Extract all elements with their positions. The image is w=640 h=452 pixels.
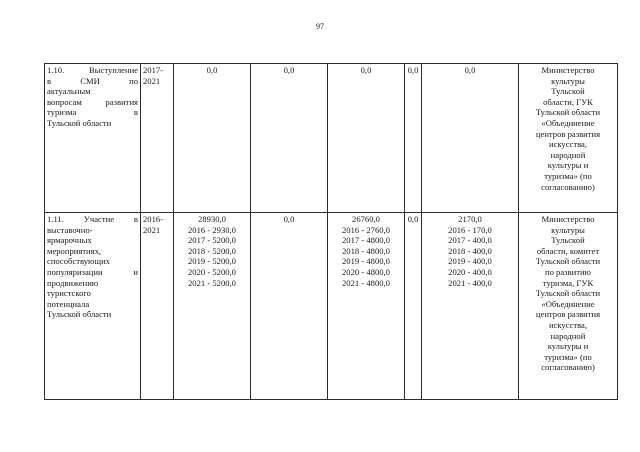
cell-text-line: области, комитет <box>536 245 600 256</box>
cell-text-line: способствующих <box>47 256 110 267</box>
cell-text-line: туризма в <box>47 107 138 118</box>
cell-text-line: 2017 - 5200,0 <box>188 235 236 246</box>
total-funding-cell <box>174 64 251 213</box>
cell-text-line: 2021 - 4800,0 <box>342 277 390 288</box>
cell-text-line: 0,0 <box>283 214 295 224</box>
cell-text-line: 2016 - 2760,0 <box>342 224 390 235</box>
cell-text-line: 28930,0 <box>198 214 226 224</box>
cell-text-line: 2018 - 400,0 <box>448 245 492 256</box>
activities-table <box>44 63 618 400</box>
cell-text-line: туризма» (по <box>544 351 592 362</box>
cell-text-line: Тульской <box>551 86 585 97</box>
cell-text-line: продвижению <box>47 277 99 288</box>
cell-text-line: вопросам развития <box>47 96 138 107</box>
regional-funding-cell <box>328 213 405 400</box>
table-row <box>45 64 618 213</box>
cell-text-line: 2021 <box>143 224 161 235</box>
cell-text-line: Тульской области <box>47 309 112 320</box>
cell-text-line: Тульской области <box>535 107 601 118</box>
cell-text-line: 1.10. Выступление <box>47 65 138 75</box>
activity-name-cell <box>45 64 141 213</box>
cell-text-line: туризма» (по <box>544 170 592 181</box>
cell-text-line: области, ГУК <box>543 96 593 107</box>
cell-text-line: туризма, ГУК <box>542 277 594 288</box>
federal-funding-cell <box>251 64 328 213</box>
cell-text-line: 2016 - 2930,0 <box>188 224 236 235</box>
cell-text-line: потенциала <box>47 298 90 309</box>
cell-text-line: согласованию) <box>541 362 595 373</box>
cell-text-line: 2021 - 5200,0 <box>188 277 236 288</box>
cell-text-line: Министерство <box>541 214 595 224</box>
cell-text-line: искусства, <box>548 319 588 330</box>
cell-text-line: 2018 - 4800,0 <box>342 245 390 256</box>
cell-text-line: выставочно- <box>47 224 93 235</box>
period-cell <box>141 64 174 213</box>
cell-text-line: по развитию <box>545 266 591 277</box>
cell-text-line: народной <box>550 330 586 341</box>
cell-text-line: центров развития <box>535 128 601 139</box>
responsible-cell <box>519 64 618 213</box>
cell-text-line: искусства, <box>548 139 588 150</box>
cell-text-line: туристского <box>47 288 91 299</box>
cell-text-line: культуры и <box>547 341 589 352</box>
cell-text-line: «Объединение <box>541 298 595 309</box>
activity-name-cell <box>45 213 141 400</box>
cell-text-line: Тульской области <box>47 117 112 128</box>
cell-text-line: центров развития <box>535 309 601 320</box>
cell-text-line: в СМИ по <box>47 75 138 86</box>
cell-text-line: 26760,0 <box>352 214 380 224</box>
cell-text-line: актуальным <box>47 86 91 97</box>
cell-text-line: 2021 <box>143 75 161 86</box>
cell-text-line: 0,0 <box>407 65 419 75</box>
cell-text-line: 1.11. Участие в <box>47 214 138 224</box>
cell-text-line: 2017 - 4800,0 <box>342 235 390 246</box>
cell-text-line: 2020 - 400,0 <box>448 266 492 277</box>
cell-text-line: 0,0 <box>407 214 419 224</box>
cell-text-line: 2020 - 4800,0 <box>342 266 390 277</box>
cell-text-line: 2016 - 170,0 <box>448 224 492 235</box>
cell-text-line: 2017- <box>143 65 164 75</box>
cell-text-line: популяризации и <box>47 266 138 277</box>
cell-text-line: Тульской области <box>535 288 601 299</box>
cell-text-line: мероприятиях, <box>47 245 102 256</box>
cell-text-line: 2020 - 5200,0 <box>188 266 236 277</box>
total-funding-cell <box>174 213 251 400</box>
extrabudgetary-funding-cell <box>422 64 519 213</box>
cell-text-line: 0,0 <box>283 65 295 75</box>
cell-text-line: 0,0 <box>206 65 218 75</box>
table-row <box>45 213 618 400</box>
cell-text-line: Тульской области <box>535 256 601 267</box>
cell-text-line: Тульской <box>551 235 585 246</box>
cell-text-line: ярмарочных <box>47 235 92 246</box>
cell-text-line: 0,0 <box>464 65 476 75</box>
federal-funding-cell <box>251 213 328 400</box>
cell-text-line: народной <box>550 149 586 160</box>
cell-text-line: 2019 - 5200,0 <box>188 256 236 267</box>
cell-text-line: «Объединение <box>541 117 595 128</box>
cell-text-line: культуры <box>551 224 585 235</box>
cell-text-line: культуры и <box>547 160 589 171</box>
extrabudgetary-funding-cell <box>422 213 519 400</box>
cell-text-line: согласованию) <box>541 181 595 192</box>
cell-text-line: 2019 - 400,0 <box>448 256 492 267</box>
cell-text-line: 2016- <box>143 214 164 224</box>
local-funding-cell <box>405 213 422 400</box>
period-cell <box>141 213 174 400</box>
page-number: 97 <box>316 22 324 31</box>
cell-text-line: Министерство <box>541 65 595 75</box>
responsible-cell <box>519 213 618 400</box>
cell-text-line: 2017 - 400,0 <box>448 235 492 246</box>
regional-funding-cell <box>328 64 405 213</box>
cell-text-line: 2170,0 <box>458 214 482 224</box>
local-funding-cell <box>405 64 422 213</box>
cell-text-line: 2019 - 4800,0 <box>342 256 390 267</box>
cell-text-line: 0,0 <box>360 65 372 75</box>
cell-text-line: 2018 - 5200,0 <box>188 245 236 256</box>
cell-text-line: культуры <box>551 75 585 86</box>
cell-text-line: 2021 - 400,0 <box>448 277 492 288</box>
